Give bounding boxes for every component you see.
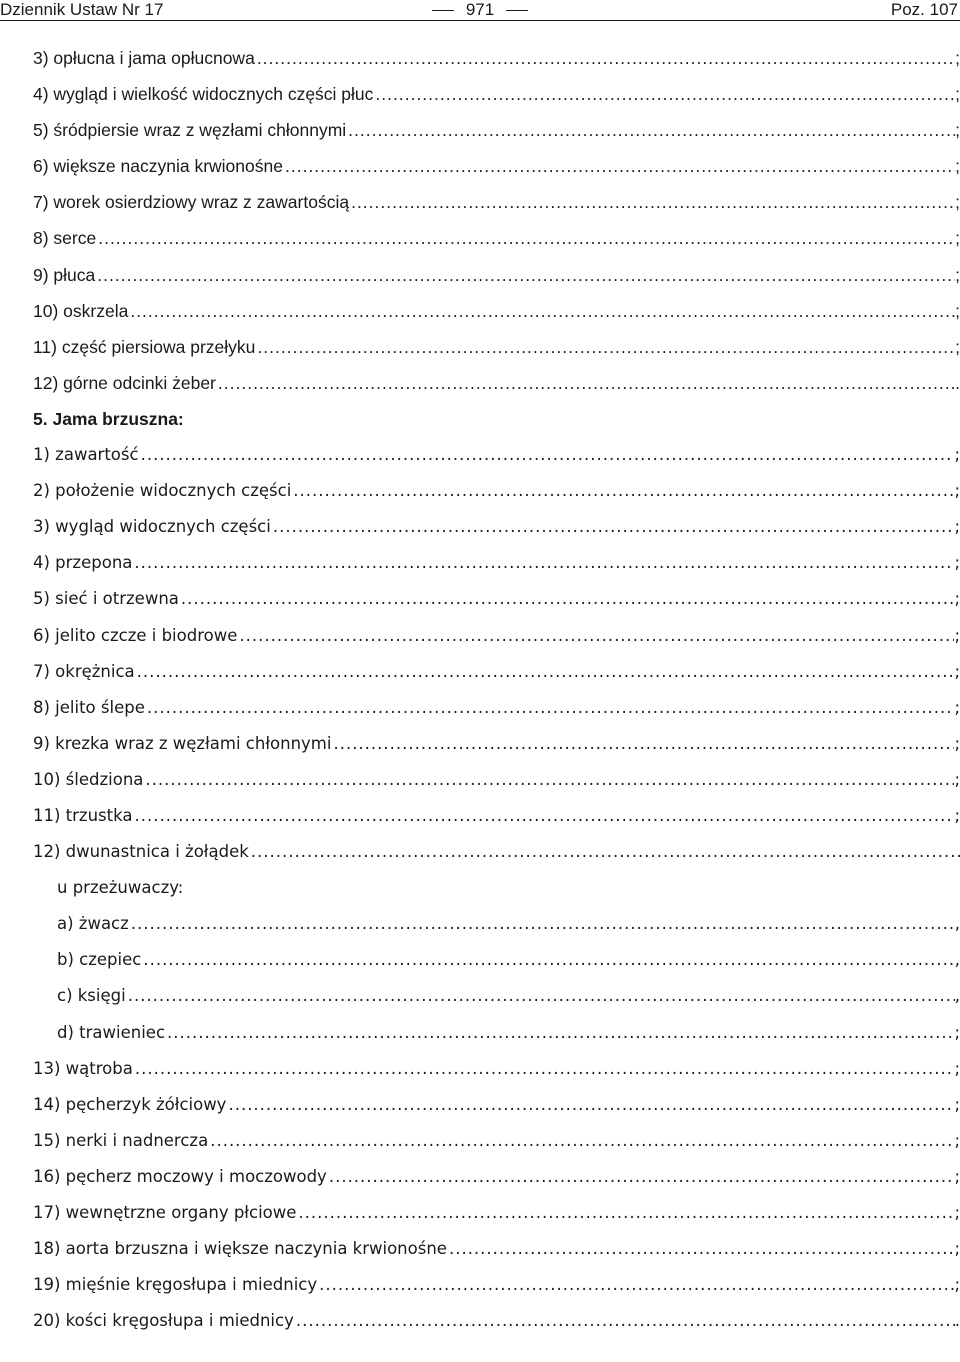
list-item (0, 690, 960, 726)
list-item (0, 76, 960, 112)
item-label: 9) płuca (33, 264, 96, 285)
list-item (0, 870, 960, 906)
dot-leader (134, 545, 954, 581)
section-title: 5. Jama brzuszna: (33, 408, 184, 429)
list-item (0, 1123, 960, 1159)
item-terminator: . (955, 372, 960, 393)
item-terminator: . (954, 1311, 960, 1331)
item-label: 11) część piersiowa przełyku (33, 336, 256, 357)
dot-leader (128, 978, 955, 1014)
list-item (0, 834, 960, 870)
item-terminator: ; (954, 517, 960, 537)
list-item (0, 654, 960, 690)
item-terminator: ; (955, 48, 960, 68)
dot-leader (333, 726, 954, 762)
list-item (0, 1087, 960, 1123)
dot-leader (375, 76, 955, 112)
item-terminator: ; (954, 1058, 960, 1078)
list-item (0, 365, 960, 401)
dot-leader (98, 220, 955, 256)
dot-leader (296, 1303, 955, 1339)
list-item (0, 798, 960, 834)
dot-leader (239, 618, 954, 654)
list-item (0, 581, 960, 617)
item-terminator: ; (955, 156, 960, 177)
dot-leader (97, 257, 955, 293)
journal-title: Dziennik Ustaw Nr 17 (0, 0, 164, 19)
list-item (0, 40, 960, 76)
list-item (0, 220, 960, 256)
dot-leader (285, 148, 955, 184)
dot-leader (251, 834, 960, 870)
item-label: 7) worek osierdziowy wraz z zawartością (33, 192, 350, 213)
item-terminator: ; (955, 120, 960, 141)
position-number: Poz. 107 (890, 0, 958, 19)
item-terminator: ; (954, 1166, 960, 1186)
item-terminator: ; (954, 1094, 960, 1114)
item-label: 20) kości kręgosłupa i miednicy (33, 1311, 294, 1331)
list-item (0, 148, 960, 184)
list-item (0, 1051, 960, 1087)
list-item (0, 762, 960, 798)
item-terminator: ; (954, 625, 960, 645)
item-label: c) księgi (57, 986, 126, 1006)
list-item (0, 942, 960, 978)
item-label: 8) serce (33, 228, 97, 249)
item-label: 17) wewnętrzne organy płciowe (33, 1203, 297, 1222)
item-label: 16) pęcherz moczowy i moczowody (33, 1166, 327, 1186)
item-terminator: , (954, 950, 960, 970)
item-terminator: ; (954, 769, 960, 789)
dot-leader (137, 654, 955, 690)
dot-leader (218, 365, 955, 401)
item-terminator: ; (954, 1239, 960, 1259)
item-label: 12) dwunastnica i żołądek (33, 842, 249, 862)
list-item (0, 329, 960, 365)
list-item (0, 184, 960, 220)
item-label: 4) przepona (33, 553, 133, 573)
list-item (0, 978, 960, 1014)
dot-leader (181, 581, 955, 617)
list-item (0, 257, 960, 293)
item-label: d) trawieniec (57, 1022, 166, 1042)
list-item (0, 1267, 960, 1303)
item-terminator: ; (955, 192, 960, 213)
list-item (0, 1231, 960, 1267)
list-item (0, 112, 960, 148)
dot-leader (298, 1195, 954, 1231)
item-label: 10) śledziona (33, 769, 144, 789)
list-item (0, 906, 960, 942)
item-label: 11) trzustka (33, 805, 133, 825)
item-label: 8) jelito ślepe (33, 697, 145, 717)
header-rule (0, 20, 960, 21)
item-label: b) czepiec (57, 950, 142, 970)
item-label: 7) okrężnica (33, 661, 135, 681)
item-terminator: ; (954, 445, 960, 465)
item-terminator: ; (954, 1130, 960, 1150)
item-terminator: , (954, 986, 960, 1006)
item-terminator: ; (954, 661, 960, 681)
item-label: 14) pęcherzyk żółciowy (33, 1094, 227, 1114)
item-terminator: ; (954, 481, 960, 501)
list-item (0, 509, 960, 545)
item-label: 9) krezka wraz z węzłami chłonnymi (33, 733, 332, 753)
dot-leader (147, 690, 955, 726)
list-item (0, 618, 960, 654)
list-item (0, 545, 960, 581)
item-label: 18) aorta brzuszna i większe naczynia krwionośne (33, 1239, 447, 1259)
item-label: 6) większe naczynia krwionośne (33, 156, 283, 177)
item-label: 15) nerki i nadnercza (33, 1130, 209, 1150)
dot-leader (131, 906, 955, 942)
item-label: u przeżuwaczy: (57, 878, 184, 898)
dot-leader (141, 437, 955, 473)
item-label: 13) wątroba (33, 1058, 133, 1078)
item-label: 4) wygląd i wielkość widocznych części płuc (33, 84, 374, 105)
item-label: 6) jelito czcze i biodrowe (33, 625, 238, 645)
item-terminator: ; (954, 589, 960, 609)
item-label: 12) górne odcinki żeber (33, 372, 216, 393)
item-terminator: ; (954, 697, 960, 717)
list-item (0, 1159, 960, 1195)
page-number: 971 (465, 0, 495, 19)
item-label: 1) zawartość (33, 445, 139, 465)
dot-leader (130, 293, 955, 329)
item-terminator: ; (954, 1203, 960, 1222)
item-label: 3) wygląd widocznych części (33, 517, 271, 537)
dot-leader (167, 1015, 954, 1051)
list-item (0, 293, 960, 329)
item-terminator: ; (954, 805, 960, 825)
item-terminator: ; (955, 264, 960, 285)
dot-leader (319, 1267, 954, 1303)
item-terminator: ; (954, 1275, 960, 1295)
dot-leader (135, 1051, 955, 1087)
document-body (0, 40, 960, 1339)
item-terminator: ; (954, 1022, 960, 1042)
dot-leader (135, 798, 955, 834)
section-heading (0, 401, 960, 437)
item-terminator: ; (955, 228, 960, 249)
dot-leader (143, 942, 954, 978)
dot-leader (210, 1123, 954, 1159)
page-header (0, 0, 960, 24)
dot-leader (228, 1087, 954, 1123)
dot-leader (329, 1159, 955, 1195)
dot-leader (145, 762, 954, 798)
item-terminator: , (954, 914, 960, 934)
dot-leader (293, 473, 954, 509)
item-terminator: ; (954, 553, 960, 573)
dash-left (432, 10, 454, 11)
dot-leader (257, 329, 955, 365)
item-label: 10) oskrzela (33, 300, 129, 321)
item-label: 19) mięśnie kręgosłupa i miednicy (33, 1275, 318, 1295)
item-terminator: ; (955, 336, 960, 357)
list-item (0, 1303, 960, 1339)
item-terminator: ; (955, 300, 960, 321)
dot-leader (449, 1231, 954, 1267)
item-label: 3) opłucna i jama opłucnowa (33, 48, 255, 68)
dot-leader (351, 184, 955, 220)
list-item (0, 726, 960, 762)
item-terminator: ; (955, 84, 960, 105)
dot-leader (257, 40, 955, 76)
list-item (0, 473, 960, 509)
dot-leader (273, 509, 955, 545)
dot-leader (348, 112, 955, 148)
item-terminator: ; (954, 733, 960, 753)
list-item (0, 437, 960, 473)
page-number-block (0, 0, 960, 20)
item-label: 2) położenie widocznych części (33, 481, 292, 501)
list-item (0, 1015, 960, 1051)
item-label: a) żwacz (57, 914, 129, 934)
dash-right (506, 10, 528, 11)
item-label: 5) sieć i otrzewna (33, 589, 179, 609)
list-item (0, 1195, 960, 1231)
item-label: 5) śródpiersie wraz z węzłami chłonnymi (33, 120, 347, 141)
